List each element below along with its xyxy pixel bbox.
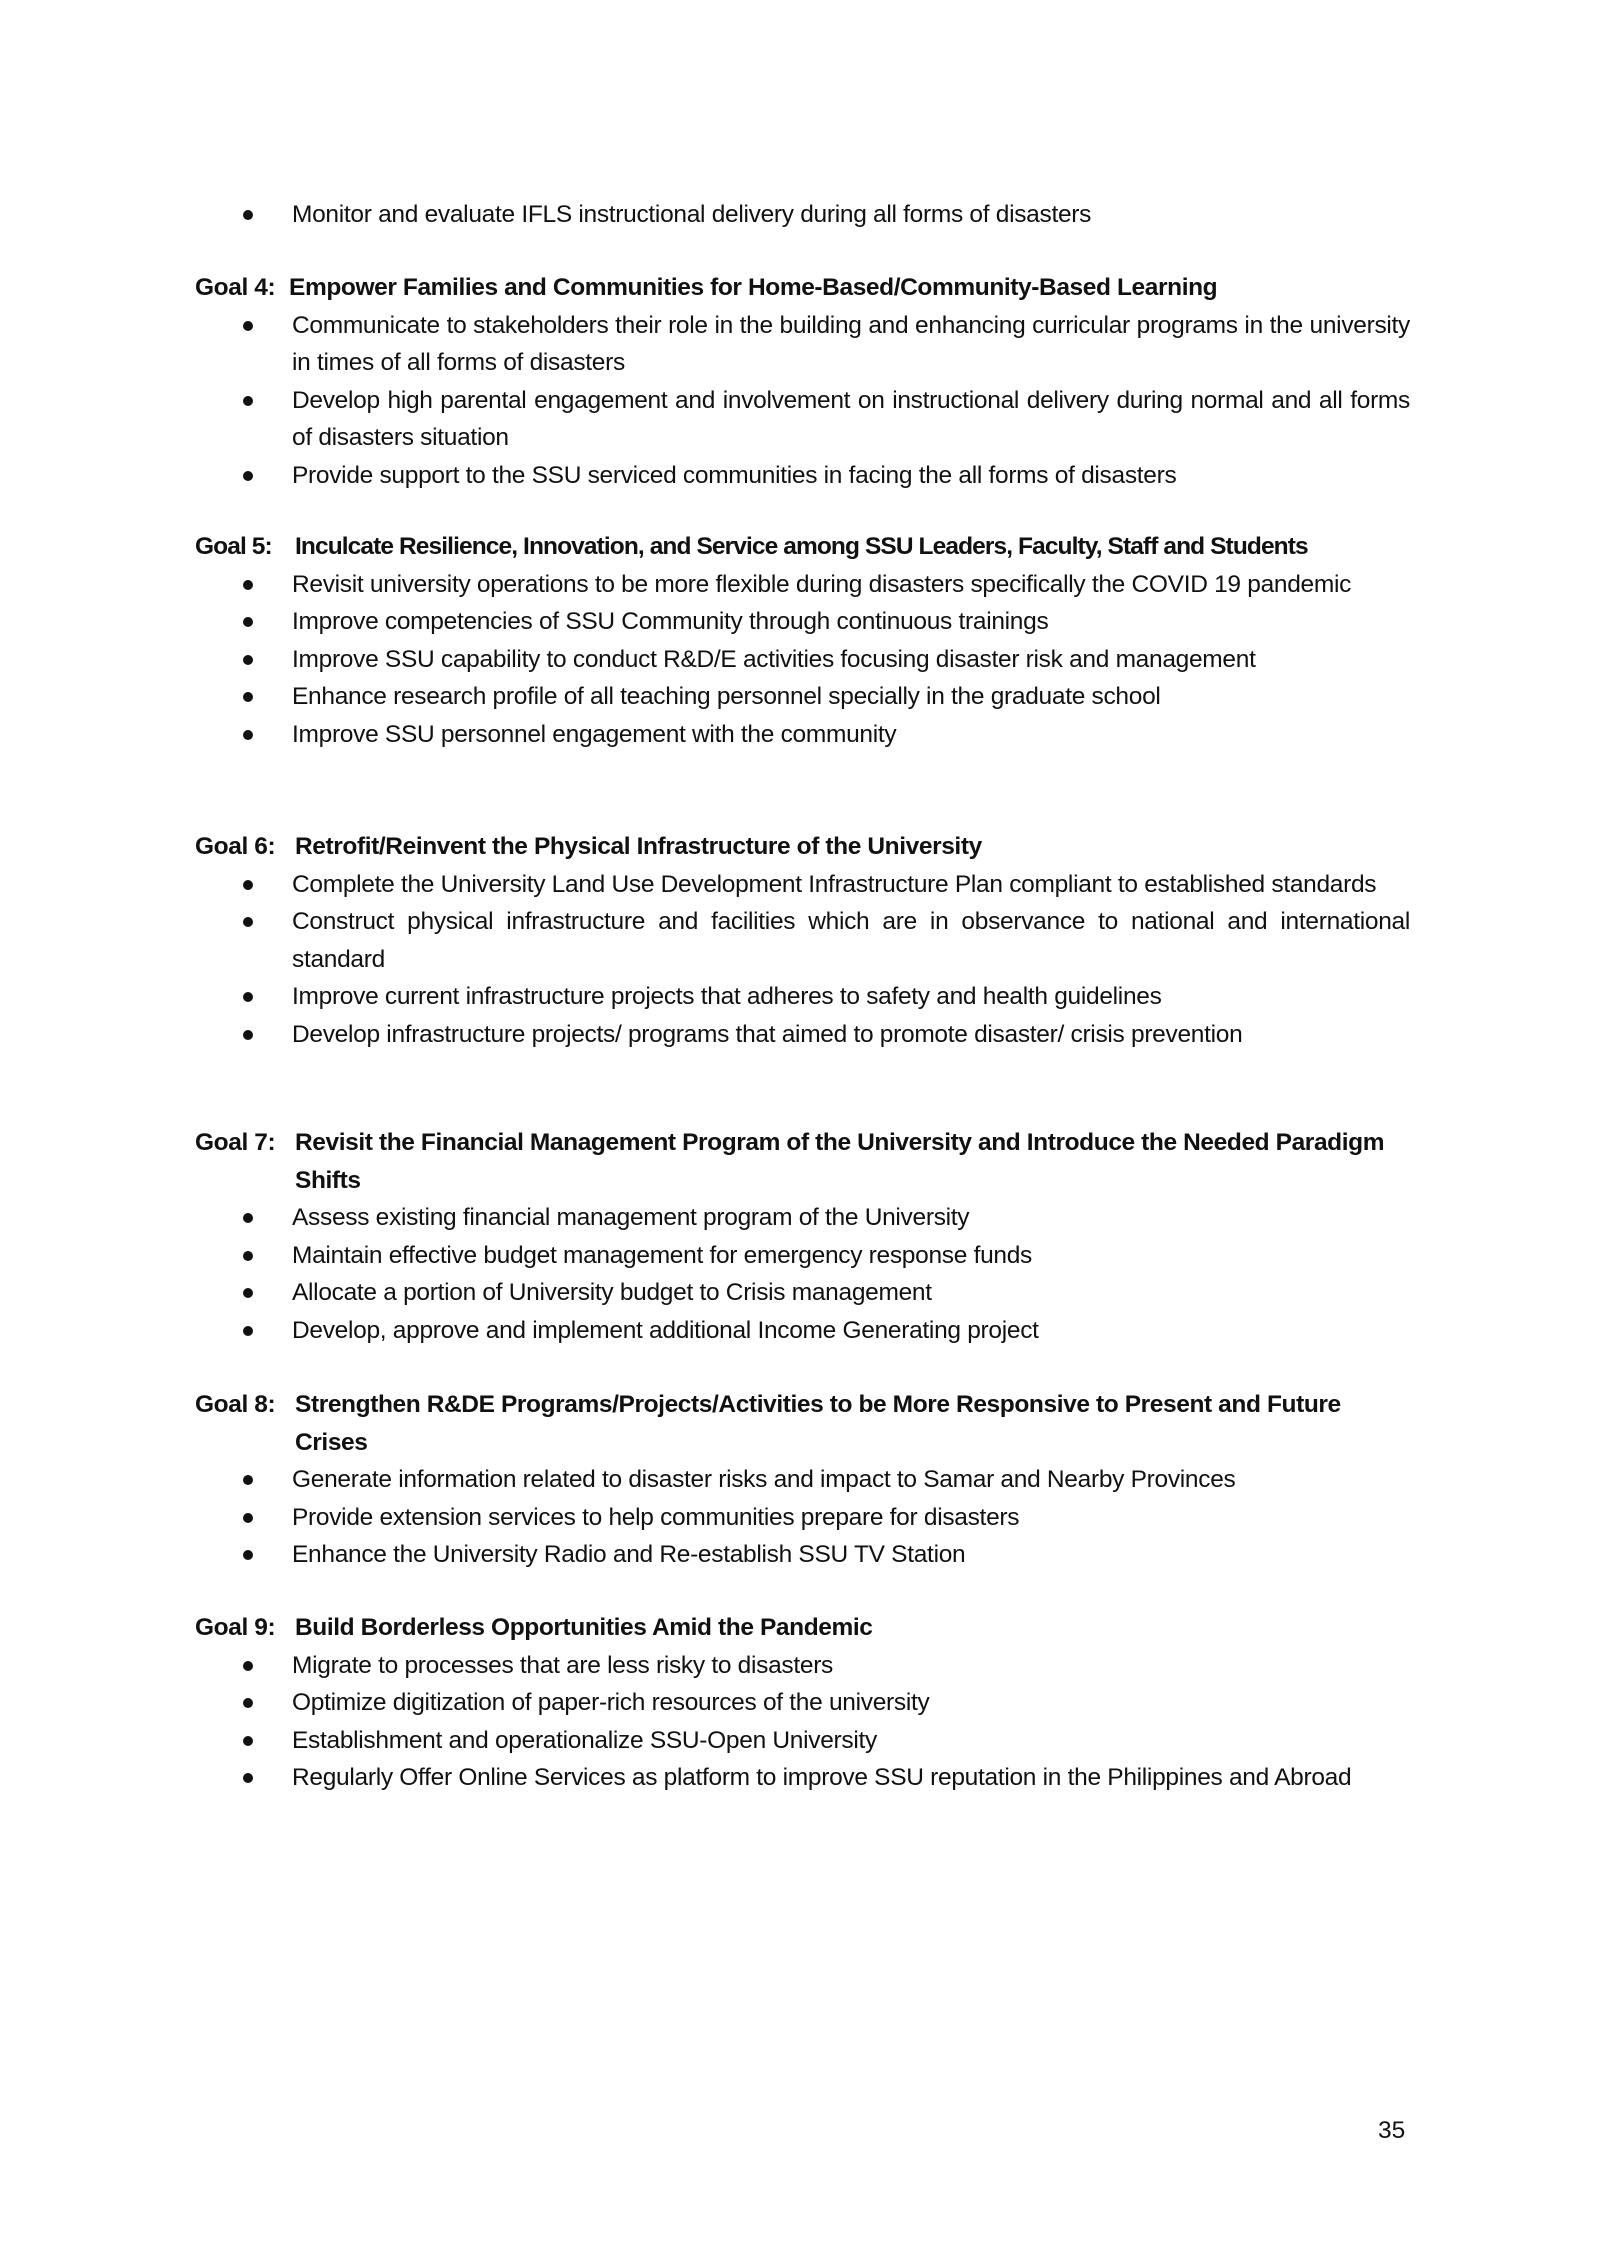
bullet-icon <box>243 210 253 220</box>
intro-bullet-list <box>195 196 1410 234</box>
goal-title: Build Borderless Opportunities Amid the Pandemic <box>295 1614 873 1641</box>
list-item: Improve current infrastructure projects that adheres to safety and health guidelines <box>195 978 1410 1016</box>
goal-title: Inculcate Resilience, Innovation, and Service among SSU Leaders, Faculty, Staff and Students <box>295 533 1308 560</box>
bullet-icon <box>243 730 253 740</box>
goal-label: Goal 8: <box>195 1391 276 1418</box>
bullet-icon <box>243 1326 253 1336</box>
goal-heading <box>195 828 1410 866</box>
list-item: Enhance the University Radio and Re-establish SSU TV Station <box>195 1536 1410 1574</box>
goal-label: Goal 5: <box>195 533 272 560</box>
list-item: Enhance research profile of all teaching personnel specially in the graduate school <box>195 678 1410 716</box>
goal-6-section <box>195 828 1410 1054</box>
list-item: Develop high parental engagement and involvement on instructional delivery during normal and all forms of disasters situation <box>195 382 1410 457</box>
goal-title: Strengthen R&DE Programs/Projects/Activities to be More Responsive to Present and Future Crises <box>295 1391 1341 1456</box>
list-item: Provide extension services to help communities prepare for disasters <box>195 1499 1410 1537</box>
list-item: Monitor and evaluate IFLS instructional delivery during all forms of disasters <box>195 196 1410 234</box>
list-item: Provide support to the SSU serviced communities in facing the all forms of disasters <box>195 457 1410 495</box>
goal-7-section <box>195 1124 1410 1350</box>
bullet-icon <box>243 1736 253 1746</box>
bullet-icon <box>243 1661 253 1671</box>
bullet-icon <box>243 917 253 927</box>
goal-heading <box>195 269 1410 307</box>
list-item: Migrate to processes that are less risky to disasters <box>195 1647 1410 1685</box>
bullet-icon <box>243 321 253 331</box>
list-item: Allocate a portion of University budget to Crisis management <box>195 1274 1410 1312</box>
bullet-icon <box>243 1550 253 1560</box>
goal-heading <box>195 528 1410 566</box>
list-item: Maintain effective budget management for emergency response funds <box>195 1237 1410 1275</box>
goal-4-section <box>195 269 1410 495</box>
goal-5-section <box>195 528 1410 754</box>
page-number: 35 <box>1378 2117 1406 2144</box>
bullet-icon <box>243 1773 253 1783</box>
list-item: Improve SSU capability to conduct R&D/E activities focusing disaster risk and management <box>195 641 1410 679</box>
bullet-icon <box>243 992 253 1002</box>
goal-heading <box>195 1609 1410 1647</box>
goal-title: Retrofit/Reinvent the Physical Infrastructure of the University <box>295 833 982 860</box>
bullet-icon <box>243 1288 253 1298</box>
goal-title: Revisit the Financial Management Program of the University and Introduce the Needed Paradigm Shifts <box>295 1129 1385 1194</box>
list-item: Optimize digitization of paper-rich resources of the university <box>195 1684 1410 1722</box>
goal-8-section <box>195 1386 1410 1574</box>
bullet-icon <box>243 1513 253 1523</box>
list-item: Improve competencies of SSU Community through continuous trainings <box>195 603 1410 641</box>
goal-heading <box>195 1124 1410 1199</box>
bullet-icon <box>243 1030 253 1040</box>
goal-label: Goal 4: <box>195 274 276 301</box>
goal-label: Goal 9: <box>195 1614 276 1641</box>
bullet-icon <box>243 471 253 481</box>
bullet-icon <box>243 880 253 890</box>
list-item: Complete the University Land Use Development Infrastructure Plan compliant to established standards <box>195 866 1410 904</box>
goal-label: Goal 7: <box>195 1129 276 1156</box>
bullet-icon <box>243 617 253 627</box>
bullet-icon <box>243 580 253 590</box>
bullet-icon <box>243 1475 253 1485</box>
list-item: Revisit university operations to be more flexible during disasters specifically the COVID 19 pandemic <box>195 566 1410 604</box>
list-item: Assess existing financial management program of the University <box>195 1199 1410 1237</box>
bullet-icon <box>243 1213 253 1223</box>
list-item: Communicate to stakeholders their role in the building and enhancing curricular programs in the university in times of all forms of disasters <box>195 307 1410 382</box>
goal-title: Empower Families and Communities for Home-Based/Community-Based Learning <box>289 274 1218 301</box>
bullet-icon <box>243 1251 253 1261</box>
list-item: Develop, approve and implement additional Income Generating project <box>195 1312 1410 1350</box>
goal-heading <box>195 1386 1410 1461</box>
bullet-icon <box>243 655 253 665</box>
bullet-icon <box>243 692 253 702</box>
list-item: Regularly Offer Online Services as platform to improve SSU reputation in the Philippines and Abroad <box>195 1759 1410 1797</box>
bullet-icon <box>243 1698 253 1708</box>
goal-label: Goal 6: <box>195 833 276 860</box>
list-item: Generate information related to disaster risks and impact to Samar and Nearby Provinces <box>195 1461 1410 1499</box>
bullet-icon <box>243 396 253 406</box>
list-item: Construct physical infrastructure and facilities which are in observance to national and international standard <box>195 903 1410 978</box>
list-item: Develop infrastructure projects/ programs that aimed to promote disaster/ crisis prevention <box>195 1016 1410 1054</box>
goal-9-section <box>195 1609 1410 1797</box>
list-item: Improve SSU personnel engagement with the community <box>195 716 1410 754</box>
list-item: Establishment and operationalize SSU-Open University <box>195 1722 1410 1760</box>
